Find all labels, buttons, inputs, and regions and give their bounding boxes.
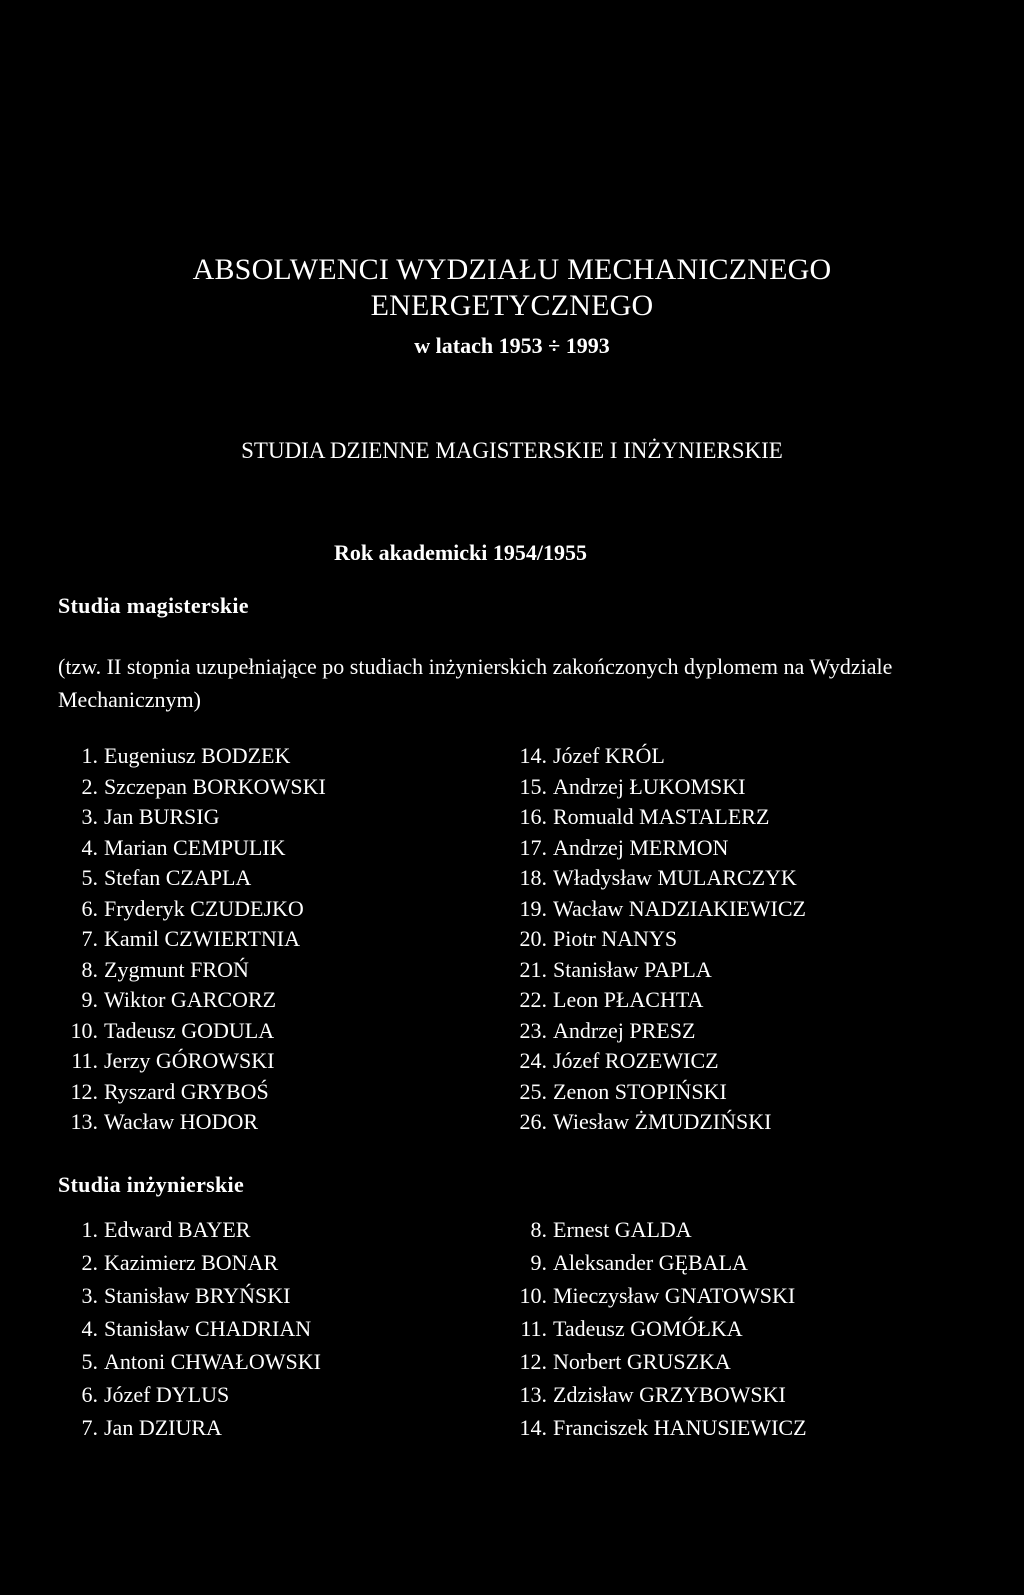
item-number: 1. xyxy=(81,1216,98,1242)
list-item xyxy=(58,1213,321,1246)
graduate-name: Wiktor GARCORZ xyxy=(104,987,277,1013)
item-number: 13. xyxy=(70,1109,98,1135)
item-number: 3. xyxy=(81,804,98,830)
graduate-name: Tadeusz GODULA xyxy=(104,1017,275,1043)
magisterskie-heading: Studia magisterskie xyxy=(58,593,249,618)
item-number: 11. xyxy=(520,1315,547,1341)
list-item xyxy=(507,955,806,986)
list-item xyxy=(507,1016,806,1047)
magisterskie-note: (tzw. II stopnia uzupełniające po studiach inżynierskich zakończonych dyplomem na Wydziale Mechanicznym) xyxy=(58,654,893,712)
graduate-name: Jan DZIURA xyxy=(104,1414,222,1440)
item-number: 8. xyxy=(530,1216,547,1242)
list-item xyxy=(58,1279,321,1312)
item-number: 12. xyxy=(519,1348,547,1374)
graduate-name: Wiesław ŻMUDZIŃSKI xyxy=(553,1109,772,1135)
graduate-name: Kamil CZWIERTNIA xyxy=(104,926,301,952)
graduate-name: Zygmunt FROŃ xyxy=(104,956,249,982)
inzynierskie-list-right xyxy=(507,1213,807,1444)
item-number: 6. xyxy=(81,1381,98,1407)
item-number: 8. xyxy=(81,956,98,982)
graduate-name: Ryszard GRYBOŚ xyxy=(104,1078,269,1104)
graduate-name: Andrzej PRESZ xyxy=(553,1017,696,1043)
graduate-name: Marian CEMPULIK xyxy=(104,834,286,860)
graduate-name: Piotr NANYS xyxy=(553,926,678,952)
list-item xyxy=(507,1279,807,1312)
graduate-name: Wacław NADZIAKIEWICZ xyxy=(553,895,806,921)
graduate-name: Ernest GALDA xyxy=(553,1216,692,1242)
list-item xyxy=(507,1246,807,1279)
list-item xyxy=(507,1378,807,1411)
list-item xyxy=(507,1411,807,1444)
list-item xyxy=(507,863,806,894)
graduate-name: Edward BAYER xyxy=(104,1216,251,1242)
list-item xyxy=(58,1312,321,1345)
graduate-name: Fryderyk CZUDEJKO xyxy=(104,895,304,921)
list-item xyxy=(58,1345,321,1378)
graduate-name: Andrzej MERMON xyxy=(553,834,729,860)
list-item xyxy=(58,802,326,833)
list-item xyxy=(507,1107,806,1138)
item-number: 6. xyxy=(81,895,98,921)
list-item xyxy=(58,741,326,772)
item-number: 9. xyxy=(81,987,98,1013)
list-item xyxy=(58,1246,321,1279)
list-item xyxy=(58,924,326,955)
item-number: 16. xyxy=(519,804,547,830)
graduate-name: Stanisław BRYŃSKI xyxy=(104,1282,291,1308)
item-number: 11. xyxy=(71,1048,98,1074)
graduate-name: Norbert GRUSZKA xyxy=(553,1348,731,1374)
list-item xyxy=(58,1107,326,1138)
inzynierskie-heading: Studia inżynierskie xyxy=(58,1172,245,1197)
graduate-name: Antoni CHWAŁOWSKI xyxy=(104,1348,321,1374)
list-item xyxy=(507,1312,807,1345)
title-line-2: ENERGETYCZNEGO xyxy=(370,289,654,322)
item-number: 18. xyxy=(519,865,547,891)
item-number: 20. xyxy=(519,926,547,952)
list-item xyxy=(507,894,806,925)
item-number: 14. xyxy=(519,1414,547,1440)
list-item xyxy=(507,833,806,864)
graduate-name: Andrzej ŁUKOMSKI xyxy=(553,773,746,799)
item-number: 17. xyxy=(519,834,547,860)
item-number: 15. xyxy=(519,773,547,799)
item-number: 12. xyxy=(70,1078,98,1104)
list-item xyxy=(58,1016,326,1047)
item-number: 19. xyxy=(519,895,547,921)
graduate-name: Leon PŁACHTA xyxy=(553,987,704,1013)
list-item xyxy=(58,985,326,1016)
inzynierskie-list-left xyxy=(58,1213,321,1444)
item-number: 7. xyxy=(81,1414,98,1440)
list-item xyxy=(58,1378,321,1411)
graduate-name: Jerzy GÓROWSKI xyxy=(104,1048,275,1074)
item-number: 2. xyxy=(81,1249,98,1275)
graduate-name: Aleksander GĘBALA xyxy=(553,1249,748,1275)
item-number: 23. xyxy=(519,1017,547,1043)
graduate-name: Stanisław PAPLA xyxy=(553,956,712,982)
item-number: 4. xyxy=(81,834,98,860)
item-number: 9. xyxy=(530,1249,547,1275)
list-item xyxy=(507,772,806,803)
graduate-name: Józef KRÓL xyxy=(553,743,665,769)
list-item xyxy=(58,1046,326,1077)
list-item xyxy=(507,1046,806,1077)
graduate-name: Stanisław CHADRIAN xyxy=(104,1315,312,1341)
item-number: 5. xyxy=(81,1348,98,1374)
list-item xyxy=(507,1345,807,1378)
item-number: 2. xyxy=(81,773,98,799)
item-number: 10. xyxy=(519,1282,547,1308)
graduate-name: Wacław HODOR xyxy=(104,1109,259,1135)
item-number: 21. xyxy=(519,956,547,982)
graduate-name: Mieczysław GNATOWSKI xyxy=(553,1282,796,1308)
item-number: 22. xyxy=(519,987,547,1013)
graduate-name: Władysław MULARCZYK xyxy=(553,865,797,891)
item-number: 7. xyxy=(81,926,98,952)
list-item xyxy=(58,1077,326,1108)
studies-type-heading: STUDIA DZIENNE MAGISTERSKIE I INŻYNIERSKIE xyxy=(241,438,783,463)
item-number: 3. xyxy=(81,1282,98,1308)
list-item xyxy=(58,955,326,986)
graduate-name: Józef DYLUS xyxy=(104,1381,230,1407)
item-number: 10. xyxy=(70,1017,98,1043)
list-item xyxy=(507,985,806,1016)
item-number: 4. xyxy=(81,1315,98,1341)
graduate-name: Jan BURSIG xyxy=(104,804,220,830)
list-item xyxy=(507,1213,807,1246)
list-item xyxy=(58,1411,321,1444)
academic-year-heading: Rok akademicki 1954/1955 xyxy=(334,540,588,565)
graduate-name: Eugeniusz BODZEK xyxy=(104,743,291,769)
list-item xyxy=(507,1077,806,1108)
list-item xyxy=(58,863,326,894)
graduate-name: Szczepan BORKOWSKI xyxy=(104,773,326,799)
graduate-name: Zdzisław GRZYBOWSKI xyxy=(553,1381,786,1407)
item-number: 24. xyxy=(519,1048,547,1074)
list-item xyxy=(507,924,806,955)
graduate-name: Kazimierz BONAR xyxy=(104,1249,279,1275)
period-subtitle: w latach 1953 ÷ 1993 xyxy=(414,333,610,358)
title-line-1: ABSOLWENCI WYDZIAŁU MECHANICZNEGO xyxy=(192,253,832,286)
item-number: 13. xyxy=(519,1381,547,1407)
graduate-name: Stefan CZAPLA xyxy=(104,865,252,891)
list-item xyxy=(507,741,806,772)
magisterskie-list-left xyxy=(58,741,326,1138)
graduate-name: Tadeusz GOMÓŁKA xyxy=(553,1315,743,1341)
graduate-name: Zenon STOPIŃSKI xyxy=(553,1078,727,1104)
item-number: 26. xyxy=(519,1109,547,1135)
list-item xyxy=(507,802,806,833)
graduate-name: Franciszek HANUSIEWICZ xyxy=(553,1414,807,1440)
item-number: 14. xyxy=(519,743,547,769)
item-number: 25. xyxy=(519,1078,547,1104)
magisterskie-list-right xyxy=(507,741,806,1138)
item-number: 1. xyxy=(81,743,98,769)
list-item xyxy=(58,772,326,803)
item-number: 5. xyxy=(81,865,98,891)
graduate-name: Józef ROZEWICZ xyxy=(553,1048,719,1074)
document-title xyxy=(0,252,1024,324)
list-item xyxy=(58,894,326,925)
graduate-name: Romuald MASTALERZ xyxy=(553,804,770,830)
list-item xyxy=(58,833,326,864)
